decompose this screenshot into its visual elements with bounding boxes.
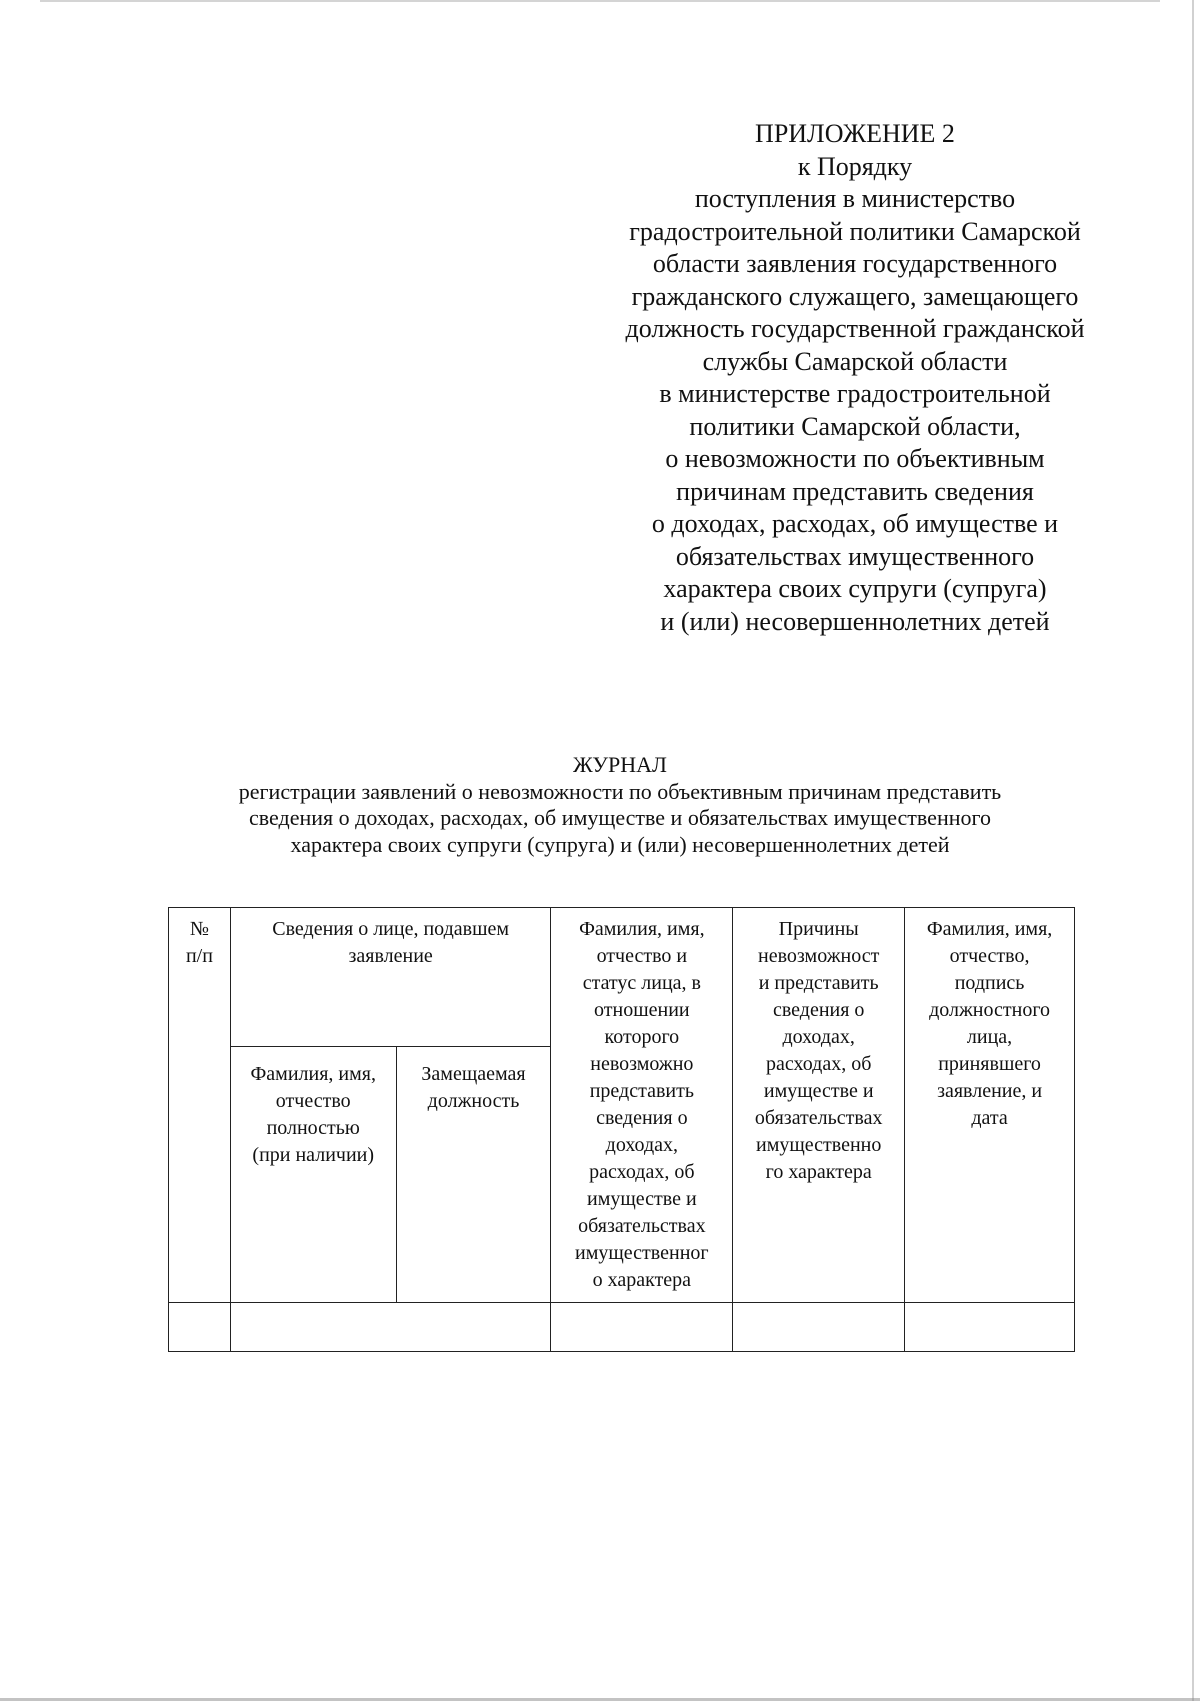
appendix-line: к Порядку [797, 151, 913, 181]
appendix-line: области заявления государственного [652, 249, 1058, 278]
appendix-line: политики Самарской области, [689, 411, 1021, 441]
table-header-row [169, 908, 1075, 1047]
journal-subtitle-line: характера своих супруги (супруга) и (или) несовершеннолетних детей [290, 831, 950, 857]
journal-subtitle-line: регистрации заявлений о невозможности по объективным причинам представить [238, 778, 1002, 804]
journal-title: ЖУРНАЛ [573, 752, 667, 777]
appendix-line: о доходах, расходах, об имуществе и [651, 509, 1059, 538]
header-number: № п/п [169, 908, 231, 1303]
header-applicant-name: Фамилия, имя, отчество полностью (при наличии) [230, 1046, 396, 1302]
scan-edge-top [40, 0, 1160, 2]
table-row [169, 1303, 1075, 1352]
appendix-line: причинам представить сведения [676, 476, 1034, 506]
header-official: Фамилия, имя, отчество, подпись должностного лица, принявшего заявление, и дата [905, 908, 1075, 1303]
header-reasons: Причины невозможност и представить сведения о доходах, расходах, об имуществе и обязательствах имущественно го характера [733, 908, 905, 1303]
appendix-line: и (или) несовершеннолетних детей [660, 606, 1050, 636]
header-applicant-position: Замещаемая должность [396, 1046, 551, 1302]
header-related-person: Фамилия, имя, отчество и статус лица, в отношении которого невозможно представить сведения о доходах, расходах, об имуществе и обязательствах имущественног о характера [551, 908, 733, 1303]
appendix-line: характера своих супруги (супруга) [663, 574, 1047, 603]
registration-table [168, 907, 1075, 1352]
table-cell [733, 1303, 905, 1352]
appendix-line: гражданского служащего, замещающего [631, 281, 1079, 311]
table-cell [551, 1303, 733, 1352]
appendix-header [575, 118, 1135, 638]
appendix-line: о невозможности по объективным [665, 444, 1045, 473]
journal-subtitle-line: сведения о доходах, расходах, об имуществе и обязательствах имущественного [249, 805, 991, 830]
appendix-line: службы Самарской области [702, 346, 1008, 376]
appendix-line: поступления в министерство [694, 184, 1016, 213]
scan-edge-right [1192, 0, 1194, 1701]
table-cell [230, 1303, 551, 1352]
appendix-line: должность государственной гражданской [625, 314, 1085, 343]
table-cell [905, 1303, 1075, 1352]
header-applicant-group: Сведения о лице, подавшем заявление [230, 908, 551, 1047]
appendix-line: в министерстве градостроительной [659, 379, 1051, 408]
journal-title-block [160, 752, 1080, 858]
appendix-heading: ПРИЛОЖЕНИЕ 2 [755, 119, 955, 148]
table-cell [169, 1303, 231, 1352]
appendix-line: градостроительной политики Самарской [629, 216, 1081, 246]
appendix-line: обязательствах имущественного [675, 541, 1035, 571]
